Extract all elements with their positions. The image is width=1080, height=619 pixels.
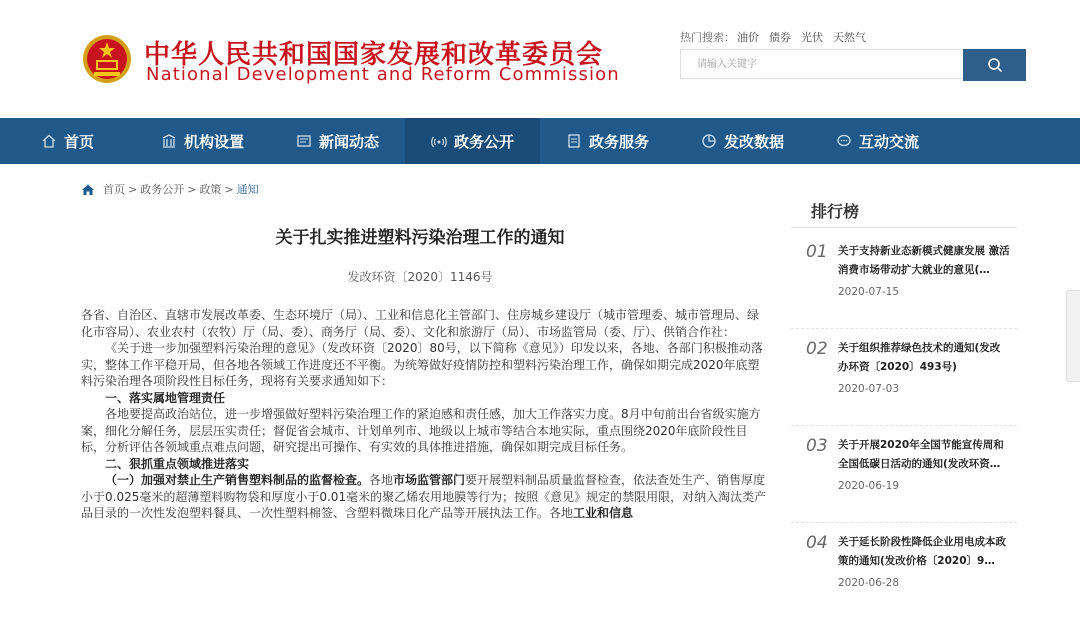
nav-data-label: 发改数据 xyxy=(723,132,784,151)
bold-text: 市场监管部门 xyxy=(393,473,466,487)
site-header xyxy=(0,0,1080,118)
hot-search xyxy=(680,29,876,45)
breadcrumb-separator: > xyxy=(187,182,197,196)
ranking-item[interactable] xyxy=(791,339,1017,426)
search-icon xyxy=(987,57,1003,73)
nav-services-label: 政务服务 xyxy=(588,132,649,151)
breadcrumb xyxy=(81,181,259,197)
nav-services[interactable] xyxy=(540,118,675,164)
hot-search-link[interactable]: 天然气 xyxy=(833,31,866,44)
broadcast-icon xyxy=(431,133,447,149)
ranking-date: 2020-07-15 xyxy=(838,286,900,298)
nav-home-label: 首页 xyxy=(63,132,94,151)
nav-government-affairs[interactable] xyxy=(405,118,540,164)
ranking-date: 2020-07-03 xyxy=(838,383,900,395)
pie-chart-icon xyxy=(701,133,717,149)
national-emblem-icon xyxy=(82,34,132,84)
ranking-date: 2020-06-19 xyxy=(838,480,900,492)
text-run: 要开展塑料制品质量监督检查，依法查处生产、销售厚度小于0.025毫米的超薄塑料购物袋和厚度小于0.01毫米的聚乙烯农用地膜等行为；按照《意见》规定的禁限用限，对纳入淘汰类产品目录的一次性发泡塑料餐具、一次性塑料棉签、含塑料微珠日化产品等开展执法工作。各地 xyxy=(81,473,767,520)
ranking-number: 04 xyxy=(806,533,828,553)
section-heading: 一、落实属地管理责任 xyxy=(105,390,226,405)
bold-text: （一）加强对禁止生产销售塑料制品的监督检查。 xyxy=(105,473,370,487)
ranking-number: 01 xyxy=(806,242,828,262)
breadcrumb-link[interactable]: 政策 xyxy=(199,183,222,196)
site-title-cn[interactable]: 中华人民共和国国家发展和改革委员会 xyxy=(144,40,604,70)
home-icon xyxy=(41,133,57,149)
nav-interaction-label: 互动交流 xyxy=(858,132,919,151)
ranking-link[interactable]: 关于支持新业态新模式健康发展 激活消费市场带动扩大就业的意见(… xyxy=(838,245,1010,276)
hot-search-link[interactable]: 油价 xyxy=(737,31,759,44)
home-icon xyxy=(81,183,95,196)
section-heading: 二、狠抓重点领域推进落实 xyxy=(105,456,250,471)
ranking-sidebar xyxy=(791,199,1017,619)
main-nav xyxy=(0,118,1080,164)
nav-news[interactable] xyxy=(270,118,405,164)
article-title: 关于扎实推进塑料污染治理工作的通知 xyxy=(275,228,565,248)
ranking-link[interactable]: 关于组织推荐绿色技术的通知(发改办环资〔2020〕493号) xyxy=(838,342,1001,373)
ranking-item[interactable] xyxy=(791,436,1017,523)
body-paragraph xyxy=(81,472,767,522)
breadcrumb-current[interactable]: 通知 xyxy=(236,183,259,196)
ranking-link[interactable]: 关于延长阶段性降低企业用电成本政策的通知(发改价格〔2020〕9… xyxy=(838,536,1006,567)
hot-search-link[interactable]: 光伏 xyxy=(801,31,823,44)
document-number: 发改环资〔2020〕1146号 xyxy=(347,270,493,284)
text-run: 各地 xyxy=(369,473,394,487)
ranking-item[interactable] xyxy=(791,242,1017,329)
intro-paragraph: 《关于进一步加强塑料污染治理的意见》（发改环资〔2020〕80号，以下简称《意见》）印发以来，各地、各部门积极推动落实，整体工作平稳开局，但各地各领域工作进度还不平衡。为统筹做好疫情防控和塑料污染治理工作，确保如期完成2020年底塑料污染治理各项阶段性目标任务，现将有关要求通知如下： xyxy=(81,341,763,388)
floating-side-tab[interactable] xyxy=(1066,290,1080,382)
nav-organization-label: 机构设置 xyxy=(183,132,244,151)
nav-home[interactable] xyxy=(0,118,135,164)
hot-search-label: 热门搜索： xyxy=(680,31,735,44)
nav-data[interactable] xyxy=(675,118,810,164)
body-paragraph: 各地要提高政治站位，进一步增强做好塑料污染治理工作的紧迫感和责任感，加大工作落实力度。8月中旬前出台省级实施方案，细化分解任务，层层压实责任；督促省会城市、计划单列市、地级以上城市等结合本地实际，重点围绕2020年底阶段性目标，分析评估各领域重点难点问题，研究提出可操作、有实效的具体推进措施，确保如期完成目标任务。 xyxy=(81,407,761,454)
ranking-title: 排行榜 xyxy=(791,199,1017,228)
search-input[interactable]: 请输入关键字 xyxy=(680,49,964,79)
ranking-number: 02 xyxy=(806,339,828,359)
ranking-link[interactable]: 关于开展2020年全国节能宣传周和全国低碳日活动的通知(发改环资… xyxy=(838,439,1004,470)
nav-government-affairs-label: 政务公开 xyxy=(453,132,514,151)
breadcrumb-separator: > xyxy=(128,182,138,196)
site-title-en[interactable]: National Development and Reform Commission xyxy=(146,64,620,85)
chat-icon xyxy=(836,133,852,149)
article-body xyxy=(81,307,767,522)
news-icon xyxy=(296,133,312,149)
bold-text: 工业和信息 xyxy=(573,506,634,520)
nav-interaction[interactable] xyxy=(810,118,945,164)
nav-organization[interactable] xyxy=(135,118,270,164)
hot-search-link[interactable]: 债券 xyxy=(769,31,791,44)
breadcrumb-link[interactable]: 首页 xyxy=(103,183,125,196)
ranking-item[interactable] xyxy=(791,533,1017,619)
breadcrumb-separator: > xyxy=(224,182,234,196)
recipients-paragraph: 各省、自治区、直辖市发展改革委、生态环境厅（局）、工业和信息化主管部门、住房城乡建设厅（城市管理委、城市管理局、绿化市容局）、农业农村（农牧）厅（局、委）、商务厅（局、委）、文化和旅游厅（局）、市场监管局（委、厅）、供销合作社： xyxy=(81,308,760,339)
search-button[interactable] xyxy=(963,49,1026,81)
building-icon xyxy=(161,133,177,149)
nav-news-label: 新闻动态 xyxy=(318,132,379,151)
document-icon xyxy=(566,133,582,149)
breadcrumb-link[interactable]: 政务公开 xyxy=(140,183,185,196)
ranking-date: 2020-06-28 xyxy=(838,577,900,589)
ranking-number: 03 xyxy=(806,436,828,456)
